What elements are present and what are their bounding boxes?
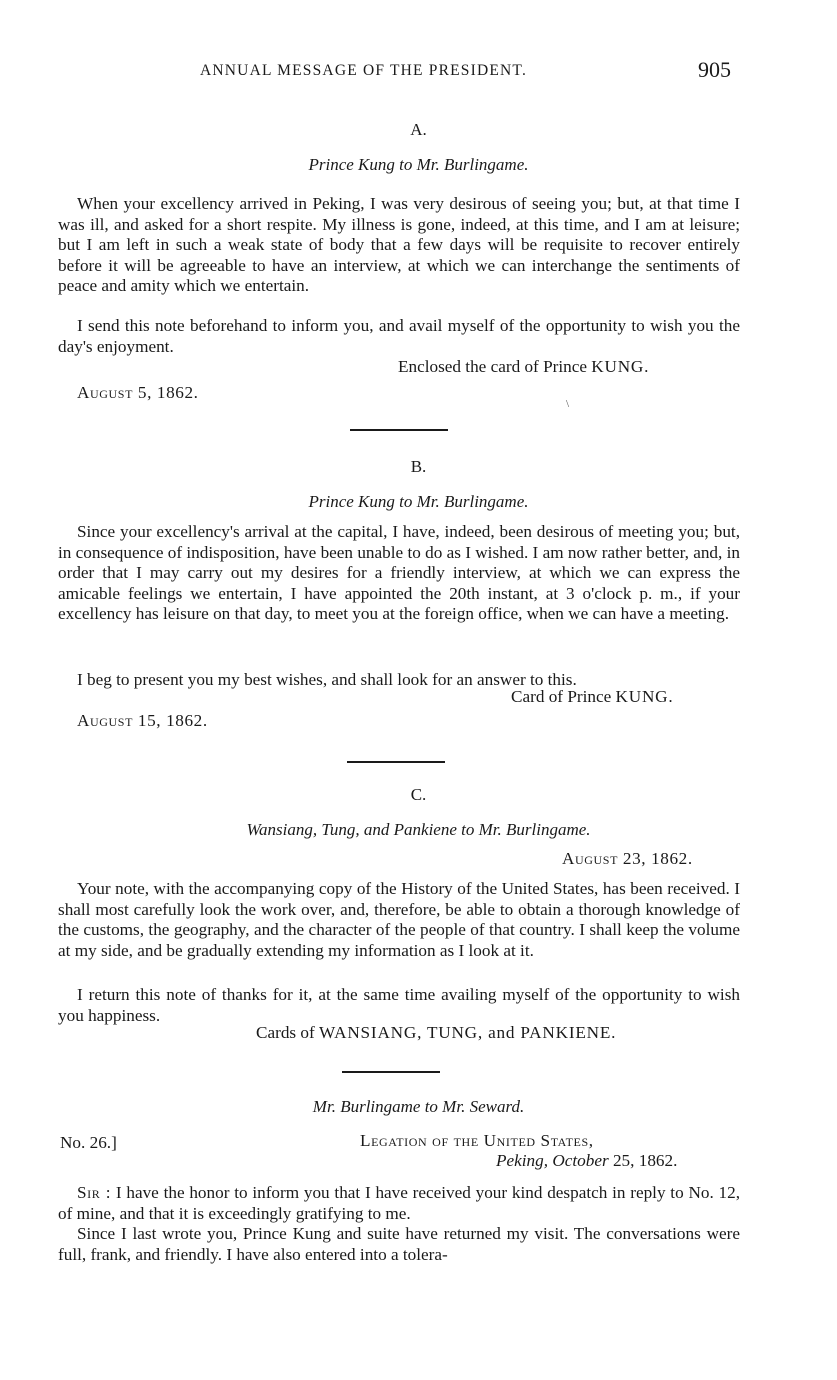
section-a-enclosure-prefix: Enclosed the card of Prince — [398, 357, 587, 376]
section-a-date: August 5, 1862. — [77, 383, 199, 402]
section-c-cards — [256, 1023, 616, 1043]
section-c-cards-names: WANSIANG, TUNG, and PANKIENE. — [319, 1023, 617, 1042]
section-c-cards-prefix: Cards of — [256, 1023, 315, 1042]
section-a-title: Prince Kung to Mr. Burlingame. — [308, 155, 529, 174]
running-title: ANNUAL MESSAGE OF THE PRESIDENT. — [200, 62, 528, 79]
salutation: Sir : — [77, 1183, 112, 1202]
section-d-paragraph-2: Since I last wrote you, Prince Kung and suite have returned my visit. The conversations were full, frank, and friendly. I have also entered into a tolera- — [58, 1224, 740, 1264]
section-b-date: August 15, 1862. — [77, 711, 208, 730]
section-b-title: Prince Kung to Mr. Burlingame. — [308, 492, 529, 511]
section-a-enclosure-name: KUNG. — [591, 357, 650, 376]
section-divider-3 — [342, 1071, 440, 1073]
section-a-letter: A. — [410, 120, 427, 139]
section-c-paragraph-2: I return this note of thanks for it, at the same time availing myself of the opportunity to wish you happiness. — [58, 985, 740, 1025]
section-a-paragraph-2: I send this note beforehand to inform you, and avail myself of the opportunity to wish you the day's enjoyment. — [58, 316, 740, 356]
legation-heading: Legation of the United States, — [360, 1131, 594, 1150]
section-b-paragraph-1: Since your excellency's arrival at the capital, I have, indeed, been desirous of meeting you; but, in consequence of indisposition, have been unable to do as I wished. I am now rather better, and, in order that I may carry out my desires for a friendly interview, at which we can express the amicable feelings we entertain, I have appointed the 20th instant, at 3 o'clock p. m., if your excellency has leisure on that day, to meet you at the foreign office, when we can have a meeting. — [58, 522, 740, 624]
section-b-card-prefix: Card of Prince — [511, 687, 612, 706]
section-a-paragraph-1: When your excellency arrived in Peking, I was very desirous of seeing you; but, at that time I was ill, and asked for a short respite. My illness is gone, indeed, at this time, and I am at leisure; but I am left in such a weak state of body that a few days will be requisite to recover entirely before it will be agreeable to have an interview, at which we can interchange the sentiments of peace and amity which we entertain. — [58, 194, 740, 296]
legation-place: Peking, October — [496, 1151, 609, 1170]
section-c-paragraph-1: Your note, with the accompanying copy of the History of the United States, has been received. I shall most carefully look the work over, and, therefore, be able to obtain a thorough knowledge of the customs, the geography, and the character of the people of that country. I shall keep the volume at my side, and be gradually extending my information as I look at it. — [58, 879, 740, 960]
section-d-paragraph-1-text: I have the honor to inform you that I have received your kind despatch in reply to No. 12, of mine, and that it is exceedingly gratifying to me. — [58, 1183, 740, 1223]
legation-date: 25, 1862. — [612, 1151, 678, 1170]
stray-mark: \ — [566, 398, 570, 410]
legation-place-date — [496, 1151, 677, 1171]
section-d-paragraph-1 — [58, 1183, 740, 1224]
section-divider-2 — [347, 761, 445, 763]
section-c-date: August 23, 1862. — [562, 849, 693, 868]
section-b-card-name: KUNG. — [615, 687, 674, 706]
section-b-card — [511, 687, 673, 707]
section-c-letter: C. — [410, 785, 427, 804]
page-number: 905 — [698, 57, 731, 82]
section-b-paragraph-2: I beg to present you my best wishes, and shall look for an answer to this. — [77, 670, 577, 689]
section-d-title: Mr. Burlingame to Mr. Seward. — [312, 1097, 525, 1116]
section-divider-1 — [350, 429, 448, 431]
section-b-letter: B. — [410, 457, 427, 476]
section-a-enclosure — [398, 357, 649, 377]
section-c-title: Wansiang, Tung, and Pankiene to Mr. Burlingame. — [246, 820, 591, 839]
despatch-number: No. 26.] — [60, 1133, 117, 1152]
